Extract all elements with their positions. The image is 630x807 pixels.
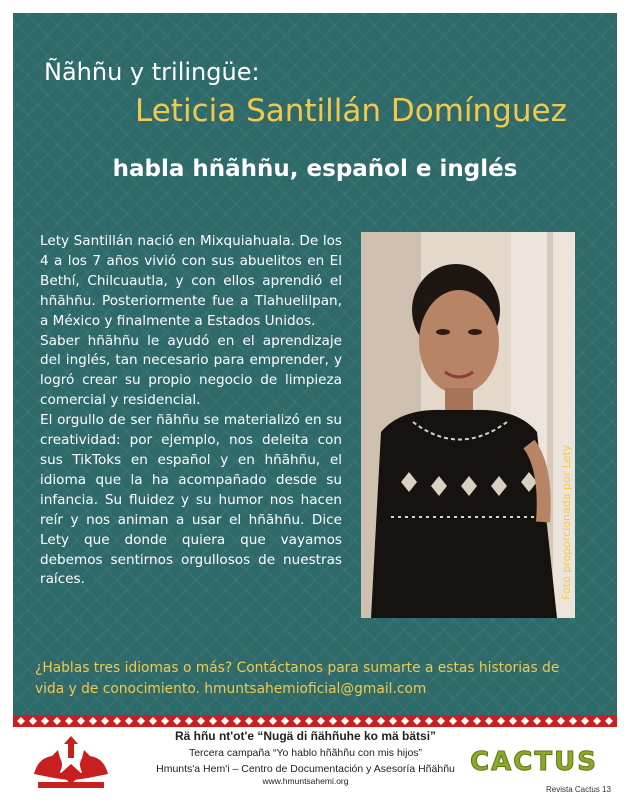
- footer-text: [118, 727, 493, 786]
- call-to-action: [35, 658, 595, 700]
- portrait-photo: [361, 232, 575, 618]
- footer-website: www.hmuntsahemi.org: [262, 776, 349, 786]
- cta-line-email: vida y de conocimiento. hmuntsahemioficial@gmail.com: [35, 681, 427, 697]
- biography: [40, 232, 342, 590]
- cactus-caption: Revista Cactus 13: [546, 785, 611, 794]
- embroidery-birds-logo: [24, 734, 118, 794]
- footer-campaign: Tercera campaña “Yo hablo hñãhñu con mis hijos”: [188, 747, 423, 759]
- cactus-logo-text: CACTUS: [470, 747, 598, 777]
- portrait-illustration: [361, 232, 575, 618]
- bio-paragraph: El orgullo de ser ñãhñu se materializó en su creatividad: por ejemplo, nos deleita con sus TikToks en español y en hñãhñu, el idioma que la ha acompañado desde su infancia. Su fluidez y su humor nos hacen reír y nos animan a usar el hñãhñu. Dice Lety que donde quiera que vayamos debemos sentirnos orgullosos de nuestras raíces.: [40, 412, 342, 588]
- subtitle: Ñãhñu y trilingüe:: [44, 58, 260, 86]
- photo-credit: Foto proporcionada por Lety: [560, 444, 573, 600]
- bio-paragraph: Saber hñãhñu le ayudó en el aprendizaje del inglés, tan necesario para emprender, y logró crear su propio negocio de limpieza comercial y residencial.: [40, 332, 342, 409]
- cactus-logo: [468, 738, 600, 786]
- languages-line: habla hñãhñu, español e inglés: [112, 156, 518, 182]
- footer-slogan: Rä hñu nt'ot'e “Nugä di ñähñuhe ko mä bätsi”: [174, 729, 437, 743]
- footer-organization: Hmunts'a Hem'i – Centro de Documentación y Asesoría Hñähñu: [156, 763, 455, 775]
- person-name: Leticia Santillán Domínguez: [135, 93, 567, 129]
- cta-line: ¿Hablas tres idiomas o más? Contáctanos para sumarte a estas historias de: [35, 660, 560, 676]
- bio-paragraph: Lety Santillán nació en Mixquiahuala. De los 4 a los 7 años vivió con sus abuelitos en El Bethí, Chilcuautla, y con ellos aprendió el hñãhñu. Posteriormente fue a Tlahuelilpan, a México y finalmente a Estados Unidos.: [40, 233, 342, 329]
- decorative-band: [13, 715, 617, 727]
